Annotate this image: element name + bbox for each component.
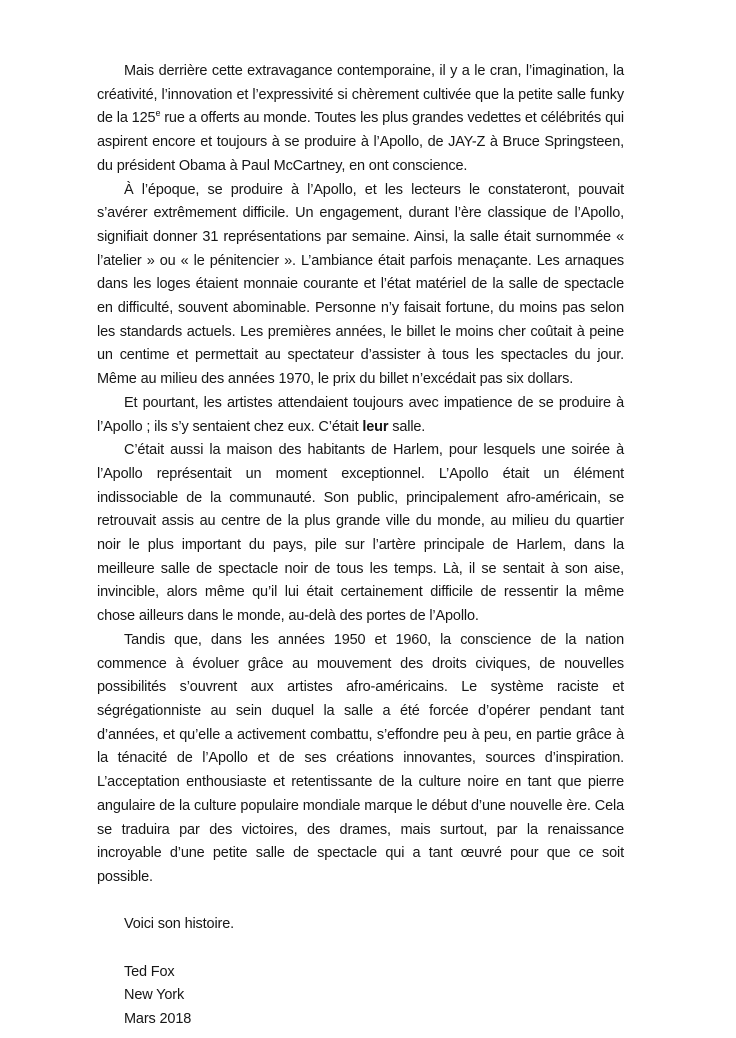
paragraph-1-text-before: Mais derrière cette extravagance contemporaine, il y a le cran, l’imagination, la créativité, l’innovation et l’expressivité si chèrement cultivée que la petite salle funky de la 125 [97,63,624,127]
paragraph-1 [97,60,624,179]
paragraph-3 [97,392,624,439]
signature-date: Mars 2018 [124,1011,192,1028]
paragraph-2: À l’époque, se produire à l’Apollo, et les lecteurs le constateront, pouvait s’avérer extrêmement difficile. Un engagement, durant l’ère classique de l’Apollo, signifiait donner 31 représentations par semaine. Ainsi, la salle était surnommée « l’atelier » ou « le pénitencier ». L’ambiance était parfois menaçante. Les arnaques dans les loges étaient monnaie courante et l’état matériel de la salle de spectacle en difficulté, souvent abominable. Personne n’y faisait fortune, du moins pas selon les standards actuels. Les premières années, le billet le moins cher coûtait à peine un centime et permettait au spectateur d’assister à tous les spectacles du jour. Même au milieu des années 1970, le prix du billet n’excédait pas six dollars. [97,181,624,388]
paragraph-4: C’était aussi la maison des habitants de Harlem, pour lesquels une soirée à l’Apollo représentait un moment exceptionnel. L’Apollo était un élément indissociable de la communauté. Son public, principalement afro-américain, se retrouvait assis au centre de la plus grande ville du monde, au milieu du quartier noir le plus important du pays, pile sur l’artère principale de Harlem, dans la meilleure salle de spectacle noir de tous les temps. Là, il se sentait à son aise, invincible, alors même qu’il lui était certainement difficile de ressentir la même chose ailleurs dans le monde, au-delà des portes de l’Apollo. [97,442,624,625]
paragraph-5: Tandis que, dans les années 1950 et 1960, la conscience de la nation commence à évoluer grâce au mouvement des droits civiques, de nouvelles possibilités s’ouvrent aux artistes afro-américains. Le système raciste et ségrégationniste au sein duquel la salle a été forcée d’opérer pendant tant d’années, et qu’elle a activement combattu, s’effondre peu à peu, en partie grâce à la ténacité de l’Apollo et de ses créations innovantes, sources d’inspiration. L’acceptation enthousiaste et retentissante de la culture noire en tant que pierre angulaire de la culture populaire mondiale marque le début d’une nouvelle ère. Cela se traduira par des victoires, des drames, mais surtout, par la renaissance incroyable d’une petite salle de spectacle qui a tant œuvré pour que ce soit possible. [97,631,624,885]
paragraph-1-text-after: rue a offerts au monde. Toutes les plus grandes vedettes et célébrités qui aspirent encore et toujours à se produire à l’Apollo, de JAY-Z à Bruce Springsteen, du président Obama à Paul McCartney, en ont conscience. [97,110,624,174]
signature-city: New York [124,987,185,1004]
ordinal-superscript: e [155,108,161,119]
paragraph-3-bold-word: leur [362,418,389,435]
signature-block [97,961,624,1032]
paragraph-3-text-before: Et pourtant, les artistes attendaient toujours avec impatience de se produire à l’Apollo ; ils s’y sentaient chez eux. C’était [97,394,624,435]
closing-line: Voici son histoire. [124,916,234,933]
paragraph-3-text-after: salle. [388,418,426,435]
body-text [97,60,624,1032]
signature-author-name: Ted Fox [124,963,175,980]
